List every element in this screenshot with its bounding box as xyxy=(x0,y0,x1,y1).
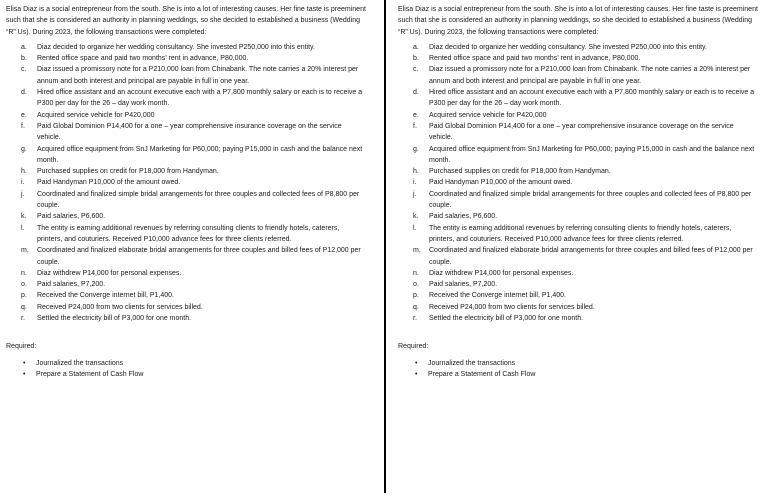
list-item xyxy=(6,177,366,188)
item-letter: g. xyxy=(413,145,419,153)
list-item xyxy=(398,121,758,144)
item-text: Diaz decided to organize her wedding consultancy. She invested P250,000 into this entity. xyxy=(429,43,707,51)
item-letter: j. xyxy=(413,190,417,198)
list-item xyxy=(6,313,366,324)
page-divider xyxy=(384,0,386,493)
item-letter: m. xyxy=(413,247,421,255)
item-text: Purchased supplies on credit for P18,000 from Handyman. xyxy=(429,168,611,176)
item-text: Hired office assistant and an account executive each with a P7,800 monthly salary or each is to receive a P300 per day for the 26 – day work month. xyxy=(429,89,755,108)
list-item xyxy=(6,290,366,301)
list-item xyxy=(398,53,758,64)
required-item-text: Prepare a Statement of Cash Flow xyxy=(428,370,536,378)
item-text: The entity is earning additional revenues by referring consulting clients to friendly hotels, caterers, printers, and couturiers. Received P10,000 advance fees for three clients referred. xyxy=(429,224,732,243)
item-text: Rented office space and paid two months’ rent in advance, P80,000. xyxy=(429,55,641,63)
item-text: Settled the electricity bill of P3,000 for one month. xyxy=(37,315,192,323)
item-letter: f. xyxy=(413,122,417,130)
list-item xyxy=(398,110,758,121)
list-item xyxy=(6,42,366,53)
required-item-text: Prepare a Statement of Cash Flow xyxy=(36,370,144,378)
list-item xyxy=(398,87,758,110)
required-heading: Required: xyxy=(398,343,429,351)
list-item xyxy=(398,177,758,188)
intro-paragraph: Elisa Diaz is a social entrepreneur from the south. She is into a lot of interesting causes. Her fine taste is preeminent such that she is considered an authority in planning weddings, so she decided to established a business (Wedding “R” Us). During 2023, the following transactions were completed: xyxy=(6,6,366,36)
bullet-icon: • xyxy=(23,370,26,378)
required-list xyxy=(398,358,758,381)
list-item xyxy=(6,53,366,64)
list-item xyxy=(6,166,366,177)
item-text: Received the Converge internet bill, P1,400. xyxy=(37,292,174,300)
item-text: Coordinated and finalized elaborate bridal arrangements for three couples and billed fees of P12,000 per couple. xyxy=(37,247,361,266)
item-text: Purchased supplies on credit for P18,000 from Handyman. xyxy=(37,168,219,176)
transaction-list xyxy=(6,42,366,324)
item-letter: e. xyxy=(21,111,27,119)
list-item xyxy=(398,211,758,222)
list-item xyxy=(398,268,758,279)
item-letter: c. xyxy=(21,66,27,74)
item-letter: o. xyxy=(413,281,419,289)
item-letter: l. xyxy=(21,224,25,232)
item-letter: h. xyxy=(413,168,419,176)
list-item xyxy=(398,189,758,212)
required-item-text: Journalized the transactions xyxy=(428,359,516,367)
item-text: Acquired office equipment from SnJ Marketing for P60,000; paying P15,000 in cash and the balance next month. xyxy=(37,145,363,164)
item-letter: r. xyxy=(413,315,417,323)
item-letter: n. xyxy=(413,269,419,277)
required-list xyxy=(6,358,366,381)
item-letter: f. xyxy=(21,122,25,130)
item-text: Coordinated and finalized simple bridal arrangements for three couples and collected fees of P8,800 per couple. xyxy=(37,190,360,210)
item-letter: p. xyxy=(413,292,419,300)
item-letter: l. xyxy=(413,224,417,232)
item-text: Diaz withdrew P14,000 for personal expenses. xyxy=(429,269,574,277)
required-item-text: Journalized the transactions xyxy=(36,359,124,367)
document-page-right xyxy=(392,0,764,503)
item-letter: i. xyxy=(21,179,25,187)
item-text: Paid salaries, P6,600. xyxy=(37,213,106,221)
item-letter: i. xyxy=(413,179,417,187)
item-text: Paid Handyman P10,000 of the amount owed. xyxy=(429,179,573,187)
item-letter: e. xyxy=(413,111,419,119)
item-text: Diaz decided to organize her wedding consultancy. She invested P250,000 into this entity. xyxy=(37,43,315,51)
list-item xyxy=(398,144,758,167)
item-text: Received P24,000 from two clients for services billed. xyxy=(429,303,595,311)
list-item xyxy=(6,369,366,380)
item-text: Diaz issued a promissory note for a P210,000 loan from Chinabank. The note carries a 20% interest per annum and both interest and principal are payable in full in one year. xyxy=(429,66,751,85)
item-text: Acquired service vehicle for P420,000 xyxy=(37,111,155,119)
list-item xyxy=(398,358,758,369)
item-letter: r. xyxy=(21,315,25,323)
list-item xyxy=(6,64,366,87)
item-letter: k. xyxy=(413,213,419,221)
item-text: Paid salaries, P7,200. xyxy=(37,281,106,289)
list-item xyxy=(398,290,758,301)
list-item xyxy=(398,313,758,324)
item-letter: o. xyxy=(21,281,27,289)
list-item xyxy=(6,358,366,369)
list-item xyxy=(6,302,366,313)
item-letter: j. xyxy=(21,190,25,198)
list-item xyxy=(398,302,758,313)
item-text: Paid salaries, P7,200. xyxy=(429,281,498,289)
item-letter: q. xyxy=(413,303,419,311)
list-item xyxy=(6,279,366,290)
item-letter: q. xyxy=(21,303,27,311)
intro-paragraph: Elisa Diaz is a social entrepreneur from the south. She is into a lot of interesting causes. Her fine taste is preeminent such that she is considered an authority in planning weddings, so she decided to established a business (Wedding “R” Us). During 2023, the following transactions were completed: xyxy=(398,6,758,36)
item-text: Paid Global Dominion P14,400 for a one – year comprehensive insurance coverage on the service vehicle. xyxy=(429,122,734,142)
list-item xyxy=(6,189,366,212)
item-letter: b. xyxy=(21,55,27,63)
list-item xyxy=(398,64,758,87)
transaction-list xyxy=(398,42,758,324)
list-item xyxy=(6,110,366,121)
item-text: Diaz withdrew P14,000 for personal expenses. xyxy=(37,269,182,277)
item-text: Received the Converge internet bill, P1,400. xyxy=(429,292,566,300)
item-letter: a. xyxy=(413,43,419,51)
item-text: Paid Global Dominion P14,400 for a one – year comprehensive insurance coverage on the service vehicle. xyxy=(37,122,342,142)
item-text: Settled the electricity bill of P3,000 for one month. xyxy=(429,315,584,323)
item-letter: m. xyxy=(21,247,29,255)
item-text: Acquired office equipment from SnJ Marketing for P60,000; paying P15,000 in cash and the balance next month. xyxy=(429,145,755,164)
item-letter: n. xyxy=(21,269,27,277)
list-item xyxy=(6,211,366,222)
item-text: The entity is earning additional revenues by referring consulting clients to friendly hotels, caterers, printers, and couturiers. Received P10,000 advance fees for three clients referred. xyxy=(37,224,340,243)
item-text: Coordinated and finalized simple bridal arrangements for three couples and collected fees of P8,800 per couple. xyxy=(429,190,752,210)
list-item xyxy=(6,223,366,246)
list-item xyxy=(6,121,366,144)
bullet-icon: • xyxy=(415,359,418,367)
list-item xyxy=(398,166,758,177)
list-item xyxy=(6,268,366,279)
list-item xyxy=(398,245,758,268)
item-letter: a. xyxy=(21,43,27,51)
item-letter: h. xyxy=(21,168,27,176)
item-letter: d. xyxy=(21,89,27,97)
item-text: Received P24,000 from two clients for services billed. xyxy=(37,303,203,311)
item-letter: p. xyxy=(21,292,27,300)
list-item xyxy=(398,42,758,53)
item-letter: g. xyxy=(21,145,27,153)
required-heading: Required: xyxy=(6,343,37,351)
document-page-left xyxy=(0,0,372,503)
item-text: Coordinated and finalized elaborate bridal arrangements for three couples and billed fees of P12,000 per couple. xyxy=(429,247,753,266)
list-item xyxy=(6,144,366,167)
list-item xyxy=(398,369,758,380)
bullet-icon: • xyxy=(23,359,26,367)
item-letter: c. xyxy=(413,66,419,74)
list-item xyxy=(398,279,758,290)
item-text: Rented office space and paid two months’ rent in advance, P80,000. xyxy=(37,55,249,63)
item-text: Paid Handyman P10,000 of the amount owed. xyxy=(37,179,181,187)
list-item xyxy=(398,223,758,246)
item-text: Paid salaries, P6,600. xyxy=(429,213,498,221)
bullet-icon: • xyxy=(415,370,418,378)
item-letter: b. xyxy=(413,55,419,63)
item-letter: k. xyxy=(21,213,27,221)
item-text: Hired office assistant and an account executive each with a P7,800 monthly salary or each is to receive a P300 per day for the 26 – day work month. xyxy=(37,89,363,108)
item-text: Acquired service vehicle for P420,000 xyxy=(429,111,547,119)
list-item xyxy=(6,87,366,110)
item-text: Diaz issued a promissory note for a P210,000 loan from Chinabank. The note carries a 20% interest per annum and both interest and principal are payable in full in one year. xyxy=(37,66,359,85)
item-letter: d. xyxy=(413,89,419,97)
list-item xyxy=(6,245,366,268)
